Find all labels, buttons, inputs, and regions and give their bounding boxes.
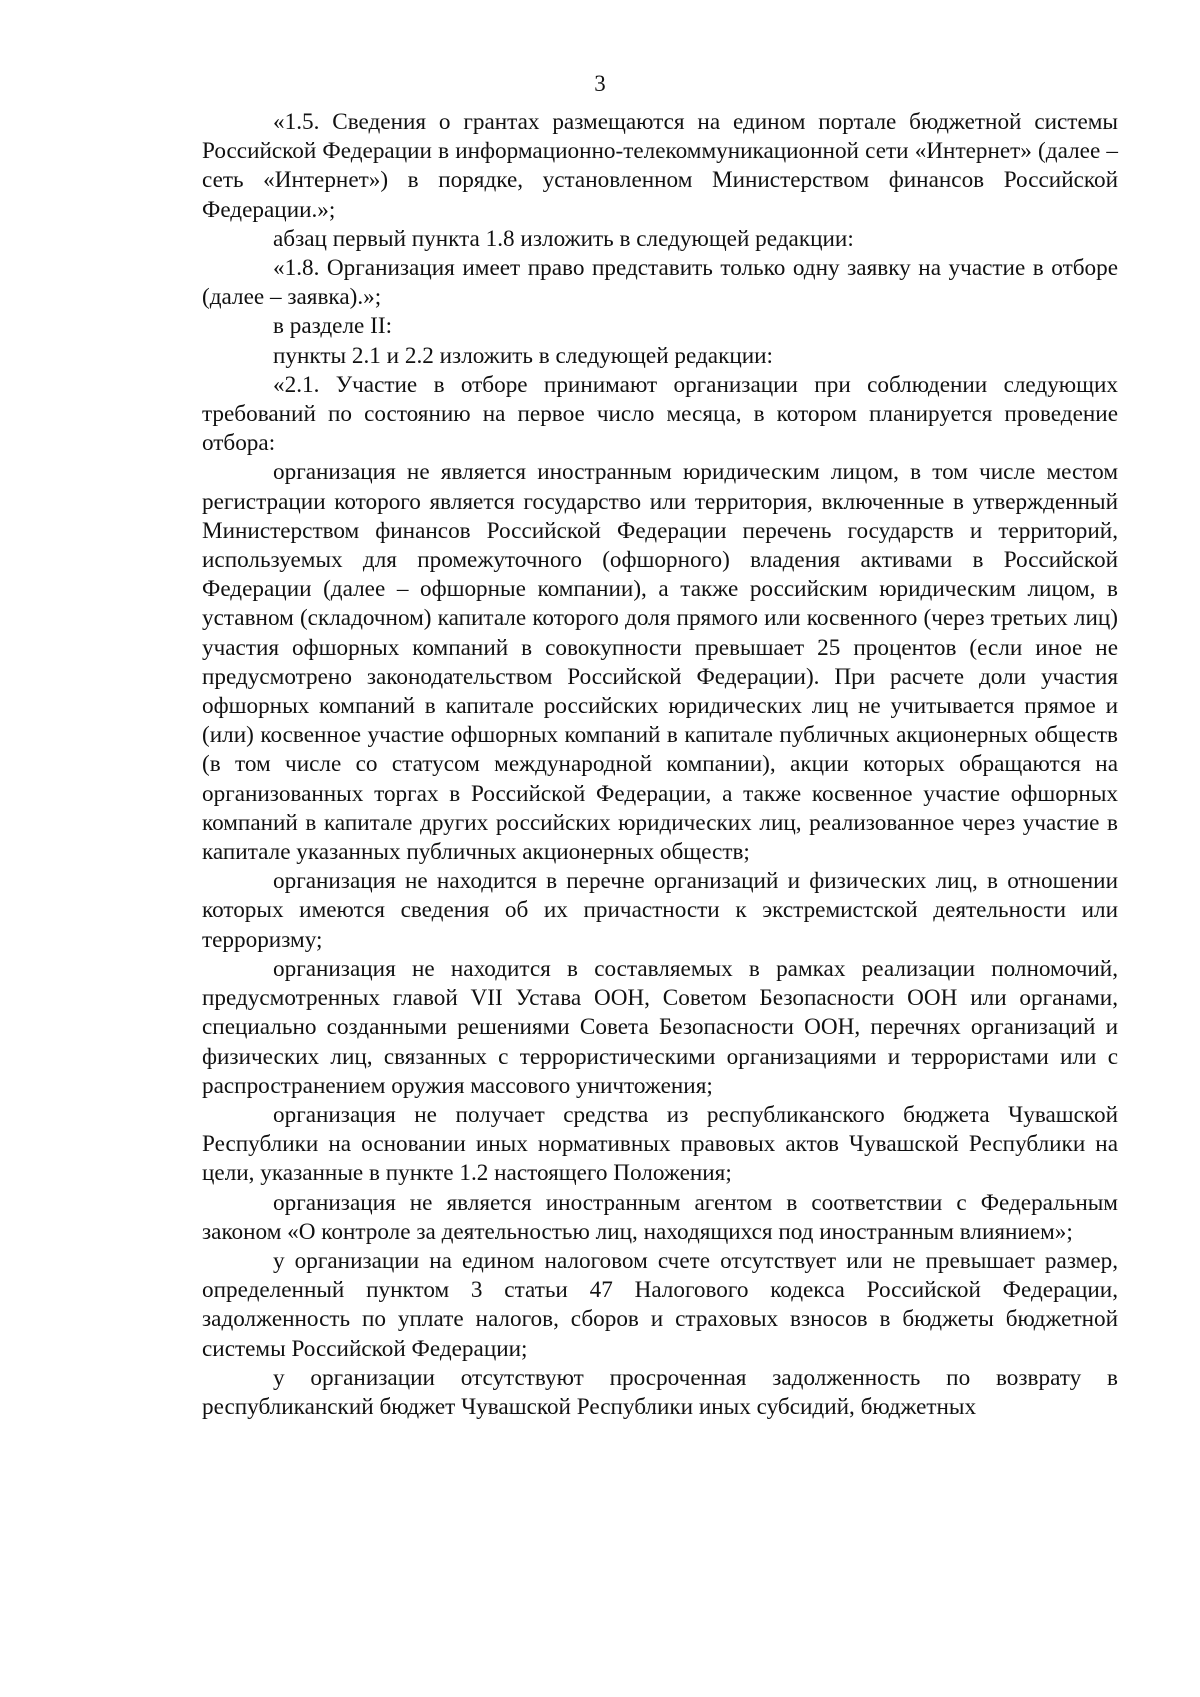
paragraph-foreign-agent: организация не является иностранным агентом в соответствии с Федеральным законом «О контроле за деятельностью лиц, находящихся под иностранным влиянием»; (202, 1189, 1118, 1245)
paragraph-section-ii: в разделе II: (273, 313, 393, 340)
paragraph-un-lists: организация не находится в составляемых в рамках реализации полномочий, предусмотренных главой VII Устава ООН, Советом Безопасности ООН или органами, специально созданными решениями Совета Безопасности ООН, перечнях организаций и физических лиц, связанных с террористическими организациями и террористами или с распространением оружия массового уничтожения; (202, 955, 1118, 1099)
paragraph-extremism-list: организация не находится в перечне организаций и физических лиц, в отношении которых имеются сведения об их причастности к экстремистской деятельности или терроризму; (202, 868, 1118, 953)
page-number: 3 (594, 71, 606, 96)
paragraph-tax-debt: у организации на едином налоговом счете отсутствует или не превышает размер, определенный пунктом 3 статьи 47 Налогового кодекса Российской Федерации, задолженность по уплате налогов, сборов и страховых взносов в бюджеты бюджетной системы Российской Федерации; (202, 1247, 1118, 1362)
paragraph-overdue-debt: у организации отсутствуют просроченная задолженность по возврату в республиканский бюджет Чувашской Республики иных субсидий, бюджетных (202, 1364, 1118, 1420)
paragraph-offshore-requirement: организация не является иностранным юридическим лицом, в том числе местом регистрации которого является государство или территория, включенные в утвержденный Министерством финансов Российской Федерации перечень государств и территорий, используемых для промежуточного (офшорного) владения активами в Российской Федерации (далее – офшорные компании), а также российским юридическим лицом, в уставном (складочном) капитале которого доля прямого или косвенного (через третьих лиц) участия офшорных компаний в совокупности превышает 25 процентов (если иное не предусмотрено законодательством Российской Федерации). При расчете доли участия офшорных компаний в капитале российских юридических лиц не учитывается прямое и (или) косвенное участие офшорных компаний в капитале публичных акционерных обществ (в том числе со статусом международной компании), акции которых обращаются на организованных торгах в Российской Федерации, а также косвенное участие офшорных компаний в капитале других российских юридических лиц, реализованное через участие в капитале указанных публичных акционерных обществ; (202, 459, 1118, 866)
paragraph-1-5-grants-info: «1.5. Сведения о грантах размещаются на едином портале бюджетной системы Российской Федерации в информационно-телекоммуникационной сети «Интернет» (далее – сеть «Интернет») в порядке, установленном Министерством финансов Российской Федерации.»; (202, 109, 1118, 223)
paragraph-1-8-single-application: «1.8. Организация имеет право представить только одну заявку на участие в отборе (далее – заявка).»; (202, 255, 1118, 311)
paragraph-amend-1-8: абзац первый пункта 1.8 изложить в следующей редакции: (273, 225, 854, 252)
document-body (202, 108, 1118, 1422)
paragraph-no-other-funding: организация не получает средства из республиканского бюджета Чувашской Республики на основании иных нормативных правовых актов Чувашской Республики на цели, указанные в пункте 1.2 настоящего Положения; (202, 1101, 1118, 1187)
paragraph-2-1-requirements: «2.1. Участие в отборе принимают организации при соблюдении следующих требований по состоянию на первое число месяца, в котором планируется проведение отбора: (202, 371, 1118, 457)
paragraph-amend-2-1-2-2: пункты 2.1 и 2.2 изложить в следующей редакции: (273, 342, 774, 369)
